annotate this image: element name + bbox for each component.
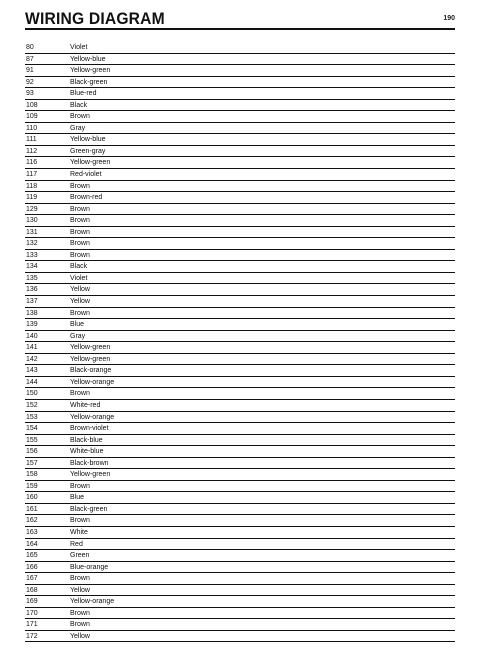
table-row: [25, 562, 455, 574]
wire-code-cell: 156: [26, 448, 38, 456]
wire-code-cell: 135: [26, 274, 38, 282]
wire-code-cell: 164: [26, 540, 38, 548]
table-row: [25, 284, 455, 296]
wire-color-cell: Black-green: [70, 505, 108, 513]
wire-color-cell: Violet: [70, 274, 88, 282]
wire-code-cell: 143: [26, 367, 38, 375]
wire-code-cell: 157: [26, 459, 38, 467]
wire-color-cell: Blue-red: [70, 90, 97, 98]
wire-color-cell: Brown: [70, 113, 90, 121]
wire-code-cell: 92: [26, 78, 34, 86]
wire-color-cell: Brown: [70, 228, 90, 236]
wire-color-cell: Brown-red: [70, 194, 103, 202]
wire-color-cell: Blue: [70, 321, 85, 329]
wire-code-cell: 155: [26, 436, 38, 444]
wire-color-cell: Brown: [70, 309, 90, 317]
wire-code-cell: 161: [26, 505, 38, 513]
wire-code-cell: 162: [26, 517, 38, 525]
table-row: [25, 481, 455, 493]
wire-code-cell: 110: [26, 124, 38, 132]
table-row: [25, 65, 455, 77]
page-title: WIRING DIAGRAM: [25, 9, 165, 28]
header-divider: [25, 28, 455, 30]
wire-color-cell: Black: [70, 263, 88, 271]
wire-color-cell: Brown: [70, 251, 90, 259]
wire-color-cell: Yellow-green: [70, 355, 111, 363]
wire-code-cell: 139: [26, 321, 38, 329]
wire-code-cell: 158: [26, 471, 38, 479]
table-row: [25, 42, 455, 54]
table-row: [25, 192, 455, 204]
wire-color-table: [25, 42, 455, 642]
wire-color-cell: White: [70, 528, 88, 536]
table-row: [25, 539, 455, 551]
wire-color-cell: Yellow-green: [70, 159, 111, 167]
table-row: [25, 515, 455, 527]
wire-code-cell: 142: [26, 355, 38, 363]
wire-color-cell: Gray: [70, 332, 86, 340]
table-row: [25, 435, 455, 447]
wire-color-cell: Yellow-orange: [70, 598, 115, 606]
table-row: [25, 296, 455, 308]
wire-code-cell: 132: [26, 240, 38, 248]
wire-code-cell: 169: [26, 598, 38, 606]
table-row: [25, 261, 455, 273]
table-row: [25, 169, 455, 181]
table-row: [25, 631, 455, 643]
wire-code-cell: 112: [26, 147, 38, 155]
wire-code-cell: 136: [26, 286, 38, 294]
wire-code-cell: 111: [26, 136, 37, 144]
table-row: [25, 342, 455, 354]
wire-code-cell: 93: [26, 90, 34, 98]
wire-code-cell: 165: [26, 552, 38, 560]
wire-color-cell: Violet: [70, 44, 88, 51]
table-row: [25, 88, 455, 100]
wire-color-cell: Yellow: [70, 298, 90, 306]
wire-code-cell: 138: [26, 309, 38, 317]
wire-code-cell: 108: [26, 101, 38, 109]
wire-color-cell: Black: [70, 101, 88, 109]
wire-color-cell: Black-orange: [70, 367, 112, 375]
wire-code-cell: 153: [26, 413, 38, 421]
wire-color-cell: Brown: [70, 575, 90, 583]
wire-code-cell: 130: [26, 217, 38, 225]
wire-code-cell: 140: [26, 332, 38, 340]
wire-code-cell: 117: [26, 171, 38, 179]
wire-color-cell: Brown: [70, 621, 90, 629]
wire-code-cell: 170: [26, 609, 38, 617]
table-row: [25, 608, 455, 620]
page-header: [25, 9, 455, 30]
wire-code-cell: 152: [26, 401, 38, 409]
table-row: [25, 377, 455, 389]
wire-color-cell: Yellow-green: [70, 344, 111, 352]
table-row: [25, 319, 455, 331]
wire-code-cell: 159: [26, 482, 38, 490]
wire-code-cell: 168: [26, 586, 38, 594]
wire-code-cell: 129: [26, 205, 38, 213]
wire-code-cell: 137: [26, 298, 38, 306]
wire-color-cell: Yellow: [70, 586, 90, 594]
table-row: [25, 365, 455, 377]
wire-code-cell: 118: [26, 182, 38, 190]
page-number: 190: [443, 15, 455, 22]
wire-color-cell: Yellow-blue: [70, 136, 106, 144]
table-row: [25, 77, 455, 89]
wire-code-cell: 131: [26, 228, 38, 236]
table-row: [25, 157, 455, 169]
table-row: [25, 227, 455, 239]
table-row: [25, 215, 455, 227]
table-row: [25, 250, 455, 262]
table-row: [25, 54, 455, 66]
wire-color-cell: Green: [70, 552, 90, 560]
table-row: [25, 400, 455, 412]
wire-code-cell: 109: [26, 113, 38, 121]
wire-code-cell: 150: [26, 390, 38, 398]
wire-color-cell: Brown: [70, 240, 90, 248]
wire-color-cell: Brown: [70, 482, 90, 490]
table-row: [25, 492, 455, 504]
table-row: [25, 619, 455, 631]
table-row: [25, 134, 455, 146]
wire-color-cell: Gray: [70, 124, 86, 132]
table-row: [25, 308, 455, 320]
wire-color-cell: Yellow-green: [70, 471, 111, 479]
table-row: [25, 354, 455, 366]
wire-code-cell: 87: [26, 55, 34, 63]
wire-code-cell: 166: [26, 563, 38, 571]
wire-code-cell: 172: [26, 632, 38, 640]
wire-color-cell: Brown: [70, 205, 90, 213]
table-row: [25, 146, 455, 158]
wire-color-cell: Yellow: [70, 632, 90, 640]
wire-color-cell: Yellow-orange: [70, 378, 115, 386]
table-row: [25, 446, 455, 458]
table-row: [25, 111, 455, 123]
table-row: [25, 204, 455, 216]
wire-color-cell: Brown: [70, 517, 90, 525]
wire-code-cell: 134: [26, 263, 38, 271]
wire-color-cell: Yellow-blue: [70, 55, 106, 63]
wire-code-cell: 160: [26, 494, 38, 502]
wire-code-cell: 167: [26, 575, 38, 583]
wire-color-cell: Yellow-green: [70, 67, 111, 75]
wire-color-cell: Black-blue: [70, 436, 103, 444]
wire-code-cell: 133: [26, 251, 38, 259]
table-row: [25, 527, 455, 539]
table-row: [25, 123, 455, 135]
table-row: [25, 458, 455, 470]
wire-code-cell: 116: [26, 159, 38, 167]
table-row: [25, 469, 455, 481]
table-row: [25, 331, 455, 343]
wire-code-cell: 171: [26, 621, 38, 629]
wire-color-cell: Yellow: [70, 286, 90, 294]
wire-color-cell: Black-green: [70, 78, 108, 86]
wire-color-cell: Brown: [70, 390, 90, 398]
wire-color-cell: Yellow-orange: [70, 413, 115, 421]
table-row: [25, 388, 455, 400]
table-row: [25, 596, 455, 608]
wire-code-cell: 144: [26, 378, 38, 386]
wire-code-cell: 163: [26, 528, 38, 536]
table-row: [25, 100, 455, 112]
wire-color-cell: Red-violet: [70, 171, 102, 179]
wire-color-cell: Black-brown: [70, 459, 109, 467]
table-row: [25, 573, 455, 585]
wire-color-cell: White-red: [70, 401, 101, 409]
wire-color-cell: Brown: [70, 609, 90, 617]
wire-code-cell: 141: [26, 344, 38, 352]
wire-code-cell: 154: [26, 425, 38, 433]
wire-color-cell: Brown: [70, 217, 90, 225]
wire-color-cell: Brown-violet: [70, 425, 109, 433]
table-row: [25, 550, 455, 562]
wire-code-cell: 80: [26, 44, 34, 51]
wire-color-cell: White-blue: [70, 448, 104, 456]
table-row: [25, 504, 455, 516]
table-row: [25, 423, 455, 435]
wire-color-cell: Red: [70, 540, 83, 548]
wire-color-cell: Brown: [70, 182, 90, 190]
wire-code-cell: 119: [26, 194, 38, 202]
wire-code-cell: 91: [26, 67, 34, 75]
wire-color-cell: Blue-orange: [70, 563, 109, 571]
wire-color-cell: Green-gray: [70, 147, 106, 155]
table-row: [25, 412, 455, 424]
table-row: [25, 181, 455, 193]
table-row: [25, 238, 455, 250]
wire-color-cell: Blue: [70, 494, 85, 502]
table-row: [25, 273, 455, 285]
table-row: [25, 585, 455, 597]
